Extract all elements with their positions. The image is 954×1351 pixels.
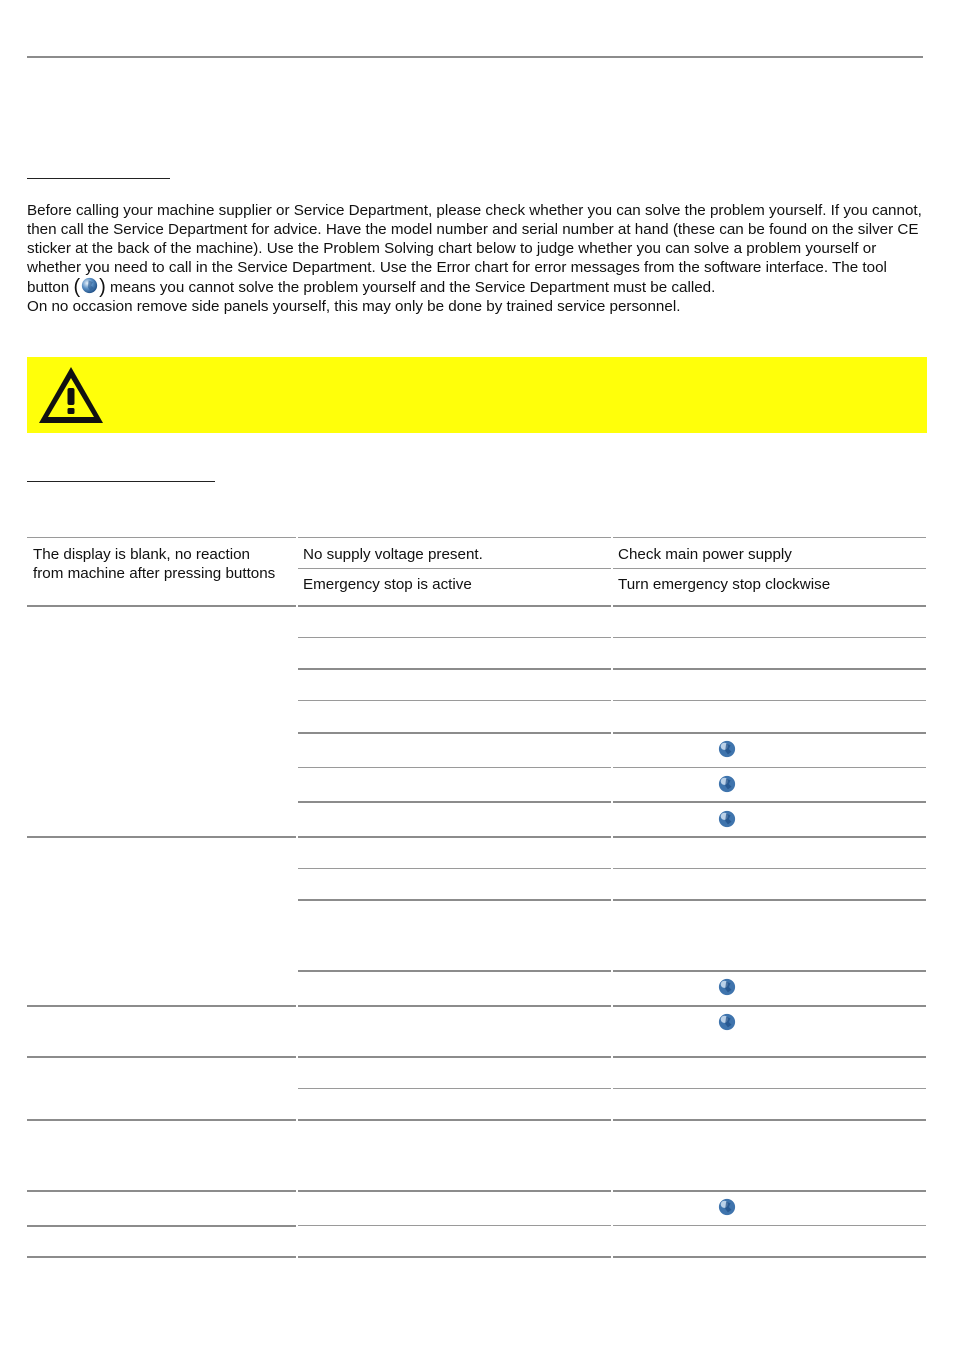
table-row-border: [613, 868, 926, 869]
table-row-border: [27, 605, 296, 607]
table-row-border: [613, 1005, 926, 1007]
table-row-border: [298, 767, 611, 768]
table-row-border: [613, 801, 926, 803]
service-tool-icon: [718, 810, 736, 828]
table-row-border: [613, 836, 926, 838]
table-row-border: [298, 605, 611, 607]
service-tool-icon: [718, 978, 736, 996]
table-row-border: [613, 668, 926, 670]
table-row-border: [298, 1225, 611, 1226]
table-row-border: [298, 568, 611, 569]
section-heading-underline: [27, 178, 170, 179]
warning-banner: [27, 357, 927, 433]
table-row-border: [27, 1056, 296, 1058]
table-row-border: [298, 970, 611, 972]
cause-cell: No supply voltage present.: [303, 546, 483, 563]
cause-cell: Emergency stop is active: [303, 576, 472, 593]
intro-paragraph: Before calling your machine supplier or Service Department, please check whether you can solve the problem yourself. If you cannot, then call the Service Department for advice. Have the model number and serial number at hand (these can be found on the silver CE sticker at the back of the machine). Use the Problem Solving chart below to judge whether you can solve a problem yourself or whether you need to call in the Service Department. Use the Error chart for error messages from the software interface. The tool button ( ) means you cannot solve the problem yourself and the Service Department must be called.: [27, 202, 922, 298]
table-row-border: [27, 1225, 296, 1227]
table-heading-underline: [27, 481, 215, 482]
problem-cell: The display is blank, no reaction from machine after pressing buttons: [33, 546, 276, 582]
table-row-border: [613, 970, 926, 972]
table-row-border: [27, 836, 296, 838]
table-row-border: [298, 899, 611, 901]
table-row-border: [298, 732, 611, 734]
table-row-border: [298, 1088, 611, 1089]
table-row-border: [298, 637, 611, 638]
table-row-border: [27, 1256, 296, 1258]
table-row-border: [298, 1190, 611, 1192]
table-row-border: [613, 732, 926, 734]
top-divider: [27, 56, 923, 58]
table-row-border: [613, 605, 926, 607]
table-row-border: [613, 568, 926, 569]
table-row-border: [298, 1056, 611, 1058]
intro-paragraph-2: On no occasion remove side panels yourself, this may only be done by trained service personnel.: [27, 298, 681, 315]
table-row-border: [613, 1225, 926, 1226]
table-row-border: [27, 1005, 296, 1007]
table-row-border: [613, 899, 926, 901]
table-row-border: [298, 1119, 611, 1121]
service-tool-icon: [718, 775, 736, 793]
solution-cell: Turn emergency stop clockwise: [618, 576, 831, 593]
table-row-border: [298, 1005, 611, 1007]
table-row-border: [27, 1119, 296, 1121]
table-row-border: [27, 1190, 296, 1192]
table-row-border: [298, 537, 611, 538]
table-row-border: [298, 836, 611, 838]
table-row-border: [613, 1256, 926, 1258]
table-row-border: [298, 700, 611, 701]
table-row-border: [613, 1190, 926, 1192]
table-row-border: [613, 1119, 926, 1121]
table-row-border: [298, 1256, 611, 1258]
service-tool-icon: [718, 1198, 736, 1216]
table-row-border: [298, 801, 611, 803]
table-row-border: [613, 537, 926, 538]
intro-text: [27, 201, 927, 316]
table-row-border: [27, 537, 296, 538]
table-row-border: [613, 637, 926, 638]
table-row-border: [613, 1088, 926, 1089]
solution-cell: Check main power supply: [618, 546, 792, 563]
table-row-border: [298, 668, 611, 670]
table-row-border: [613, 700, 926, 701]
service-tool-icon: [718, 1013, 736, 1031]
table-row-border: [613, 1056, 926, 1058]
warning-triangle-icon: [36, 364, 106, 426]
service-tool-icon: [81, 277, 98, 294]
service-tool-icon: [718, 740, 736, 758]
table-row-border: [298, 868, 611, 869]
table-row-border: [613, 767, 926, 768]
